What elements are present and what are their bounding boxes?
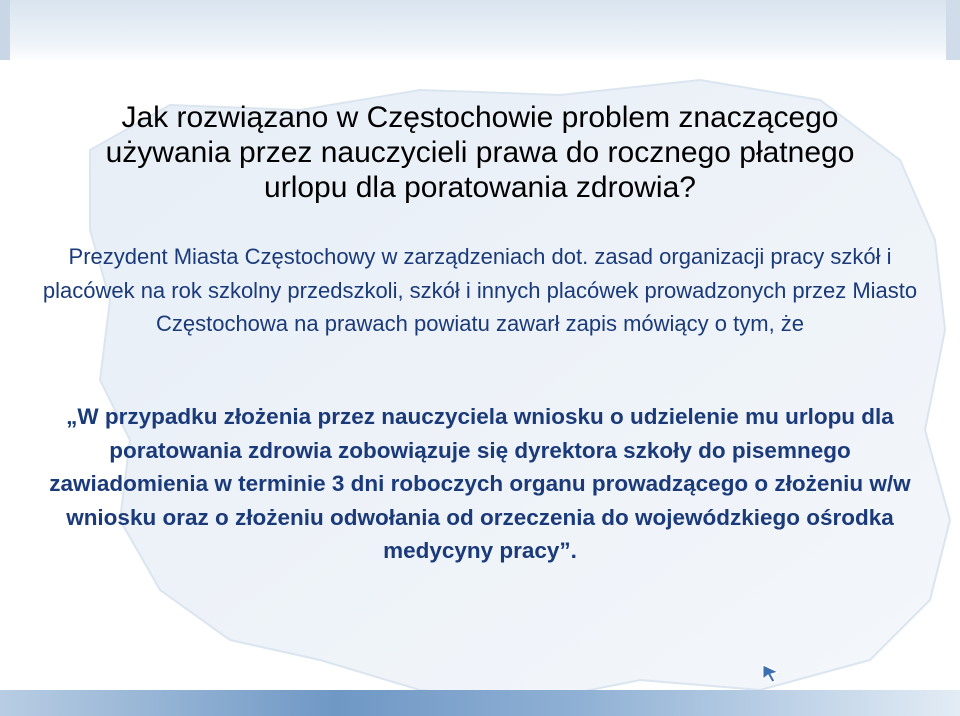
quoted-regulation: „W przypadku złożenia przez nauczyciela wniosku o udzielenie mu urlopu dla poratowania zdrowia zobowiązuje się dyrektora szkoły do pisemnego zawiadomienia w terminie 3 dni roboczych organu prowadzącego o złożeniu w/w wniosku oraz o złożeniu odwołania od orzeczenia do wojewódzkiego ośrodka medycyny pracy”. bbox=[49, 404, 911, 563]
arrow-cursor-icon bbox=[760, 662, 782, 684]
intro-paragraph: Prezydent Miasta Częstochowy w zarządzeniach dot. zasad organizacji pracy szkół i placówek na rok szkolny przedszkoli, szkół i innych placówek prowadzonych przez Miasto Częstochowa na prawach powiatu zawarł zapis mówiący o tym, że bbox=[42, 244, 918, 336]
slide-title: Jak rozwiązano w Częstochowie problem znaczącego używania przez nauczycieli prawa do rocznego płatnego urlopu dla poratowania zdrowia? bbox=[105, 101, 855, 204]
footer-band bbox=[0, 690, 960, 716]
